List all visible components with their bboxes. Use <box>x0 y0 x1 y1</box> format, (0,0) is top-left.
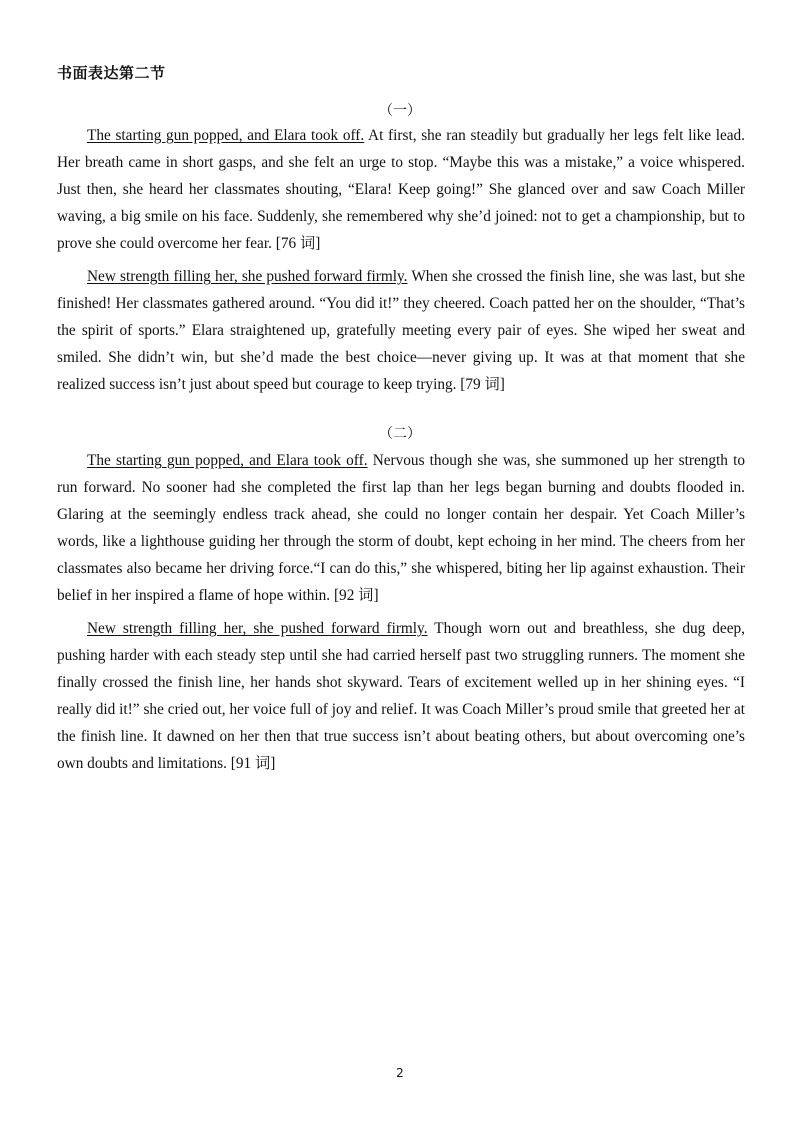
essay-1 <box>57 122 745 398</box>
essay-2-paragraph-2-body: Though worn out and breathless, she dug deep, pushing harder with each steady step until she had carried herself past two struggling runners. The moment she finally crossed the finish line, her hands shot skyward. Tears of excitement welled up in her shining eyes. “I really did it!” she cried out, her voice full of joy and relief. It was Coach Miller’s proud smile that greeted her at the finish line. It dawned on her then that true success isn’t about beating others, but about overcoming one’s own doubts and limitations. [91 词] <box>57 620 745 772</box>
essay-2-paragraph-2 <box>57 615 745 777</box>
essay-1-paragraph-2-body: When she crossed the finish line, she was last, but she finished! Her classmates gathered around. “You did it!” they cheered. Coach patted her on the shoulder, “That’s the spirit of sports.” Elara straightened up, gratefully meeting every pair of eyes. She wiped her sweat and smiled. She didn’t win, but she’d made the best choice—never giving up. It was at that moment that she realized success isn’t just about speed but courage to keep trying. [79 词] <box>57 268 746 393</box>
page-number: 2 <box>396 1066 404 1080</box>
essay-1-paragraph-1-body: At first, she ran steadily but gradually her legs felt like lead. Her breath came in short gasps, and she felt an urge to stop. “Maybe this was a mistake,” a voice whispered. Just then, she heard her classmates shouting, “Elara! Keep going!” She glanced over and saw Coach Miller waving, a big smile on his face. Suddenly, she remembered why she’d joined: not to get a championship, but to prove she could overcome her fear. [76 词] <box>57 127 745 252</box>
essay-1-label: （一） <box>379 103 421 119</box>
essay-1-paragraph-1-opening: The starting gun popped, and Elara took off. <box>87 127 365 144</box>
essay-1-paragraph-2-opening: New strength filling her, she pushed forward firmly. <box>87 268 408 285</box>
essay-2-label: （二） <box>379 426 421 442</box>
essay-2-paragraph-2-opening: New strength filling her, she pushed forward firmly. <box>87 620 428 637</box>
essay-2 <box>57 447 745 777</box>
essay-2-paragraph-1 <box>57 447 745 609</box>
essay-2-paragraph-1-body: Nervous though she was, she summoned up her strength to run forward. No sooner had she completed the first lap than her legs began burning and doubts flooded in. Glaring at the seemingly endless track ahead, she could no longer contain her despair. Yet Coach Miller’s words, like a lighthouse guiding her through the storm of doubt, kept echoing in her mind. The cheers from her classmates also became her driving force.“I can do this,” she whispered, biting her lip against exhaustion. Their belief in her inspired a flame of hope within. [92 词] <box>57 452 745 604</box>
essay-1-paragraph-1 <box>57 122 745 257</box>
section-heading: 书面表达第二节 <box>57 64 166 82</box>
essay-2-paragraph-1-opening: The starting gun popped, and Elara took off. <box>87 452 368 469</box>
essay-1-paragraph-2 <box>57 263 745 398</box>
